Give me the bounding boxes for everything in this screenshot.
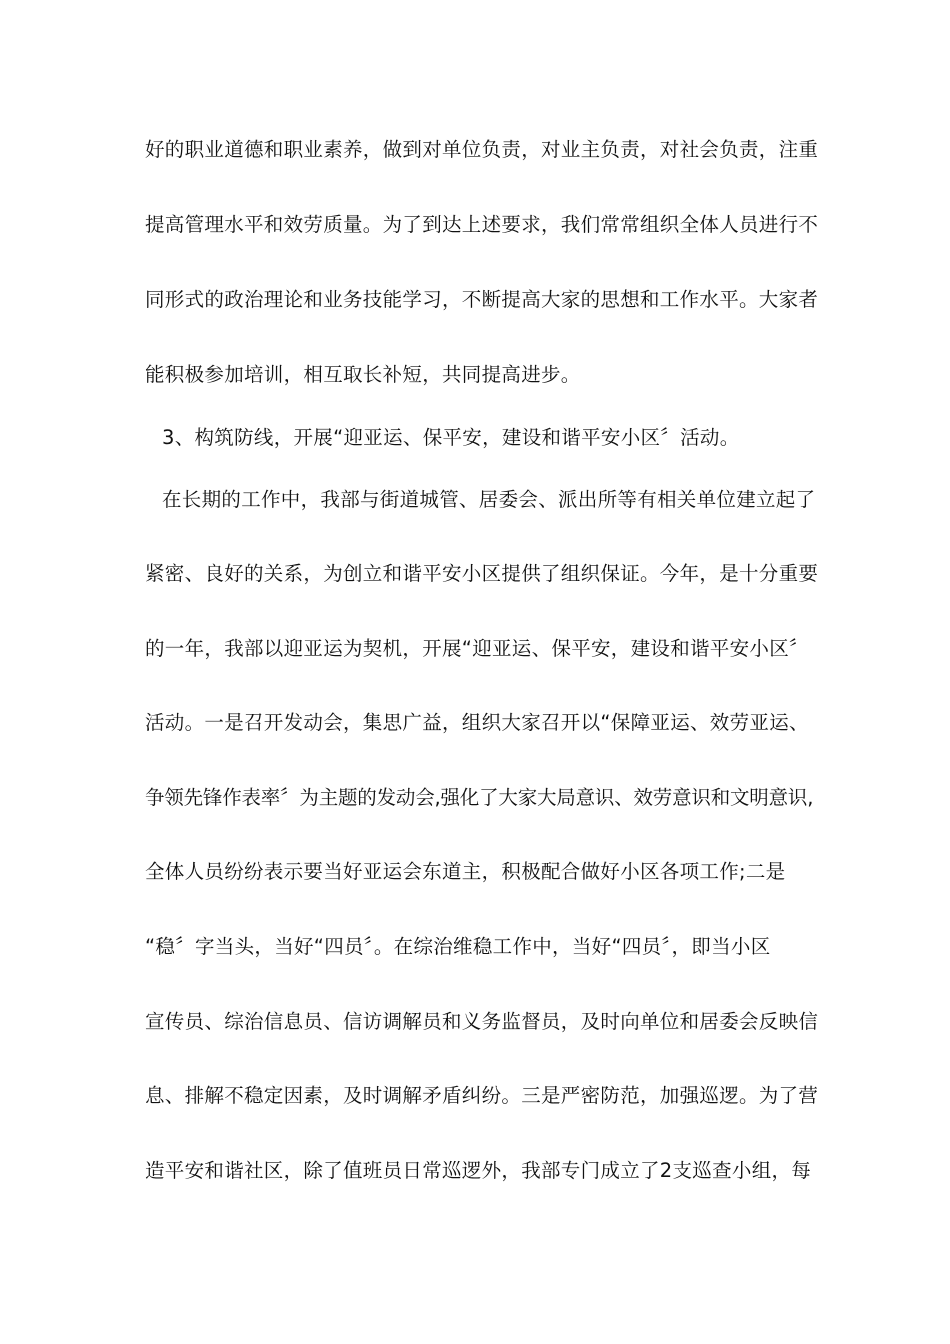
section-heading: 3、构筑防线，开展“迎亚运、保平安，建设和谐平安小区〞活动。 <box>162 426 740 449</box>
paragraph-line: 提高管理水平和效劳质量。为了到达上述要求，我们常常组织全体人员进行不 <box>145 213 819 236</box>
paragraph-line: 能积极参加培训，相互取长补短，共同提高进步。 <box>145 363 581 386</box>
paragraph-line: 的一年，我部以迎亚运为契机，开展“迎亚运、保平安，建设和谐平安小区〞 <box>145 637 809 660</box>
paragraph-line: 好的职业道德和职业素养，做到对单位负责，对业主负责，对社会负责，注重 <box>145 138 819 161</box>
paragraph-line: “稳〞字当头，当好“四员〞。在综治维稳工作中，当好“四员〞，即当小区 <box>145 935 771 958</box>
paragraph-line: 造平安和谐社区，除了值班员日常巡逻外，我部专门成立了2支巡查小组，每 <box>145 1159 812 1182</box>
paragraph-line: 同形式的政治理论和业务技能学习，不断提高大家的思想和工作水平。大家者 <box>145 288 819 311</box>
paragraph-line: 在长期的工作中，我部与街道城管、居委会、派出所等有相关单位建立起了 <box>162 488 816 511</box>
paragraph-line: 全体人员纷纷表示要当好亚运会东道主，积极配合做好小区各项工作;二是 <box>145 860 786 883</box>
paragraph-line: 紧密、良好的关系，为创立和谐平安小区提供了组织保证。今年，是十分重要 <box>145 562 819 585</box>
paragraph-line: 活动。一是召开发动会，集思广益，组织大家召开以“保障亚运、效劳亚运、 <box>145 711 809 734</box>
paragraph-line: 争领先锋作表率〞为主题的发动会,强化了大家大局意识、效劳意识和文明意识, <box>145 786 814 809</box>
paragraph-line: 息、排解不稳定因素，及时调解矛盾纠纷。三是严密防范，加强巡逻。为了营 <box>145 1084 819 1107</box>
paragraph-line: 宣传员、综治信息员、信访调解员和义务监督员，及时向单位和居委会反映信 <box>145 1010 819 1033</box>
